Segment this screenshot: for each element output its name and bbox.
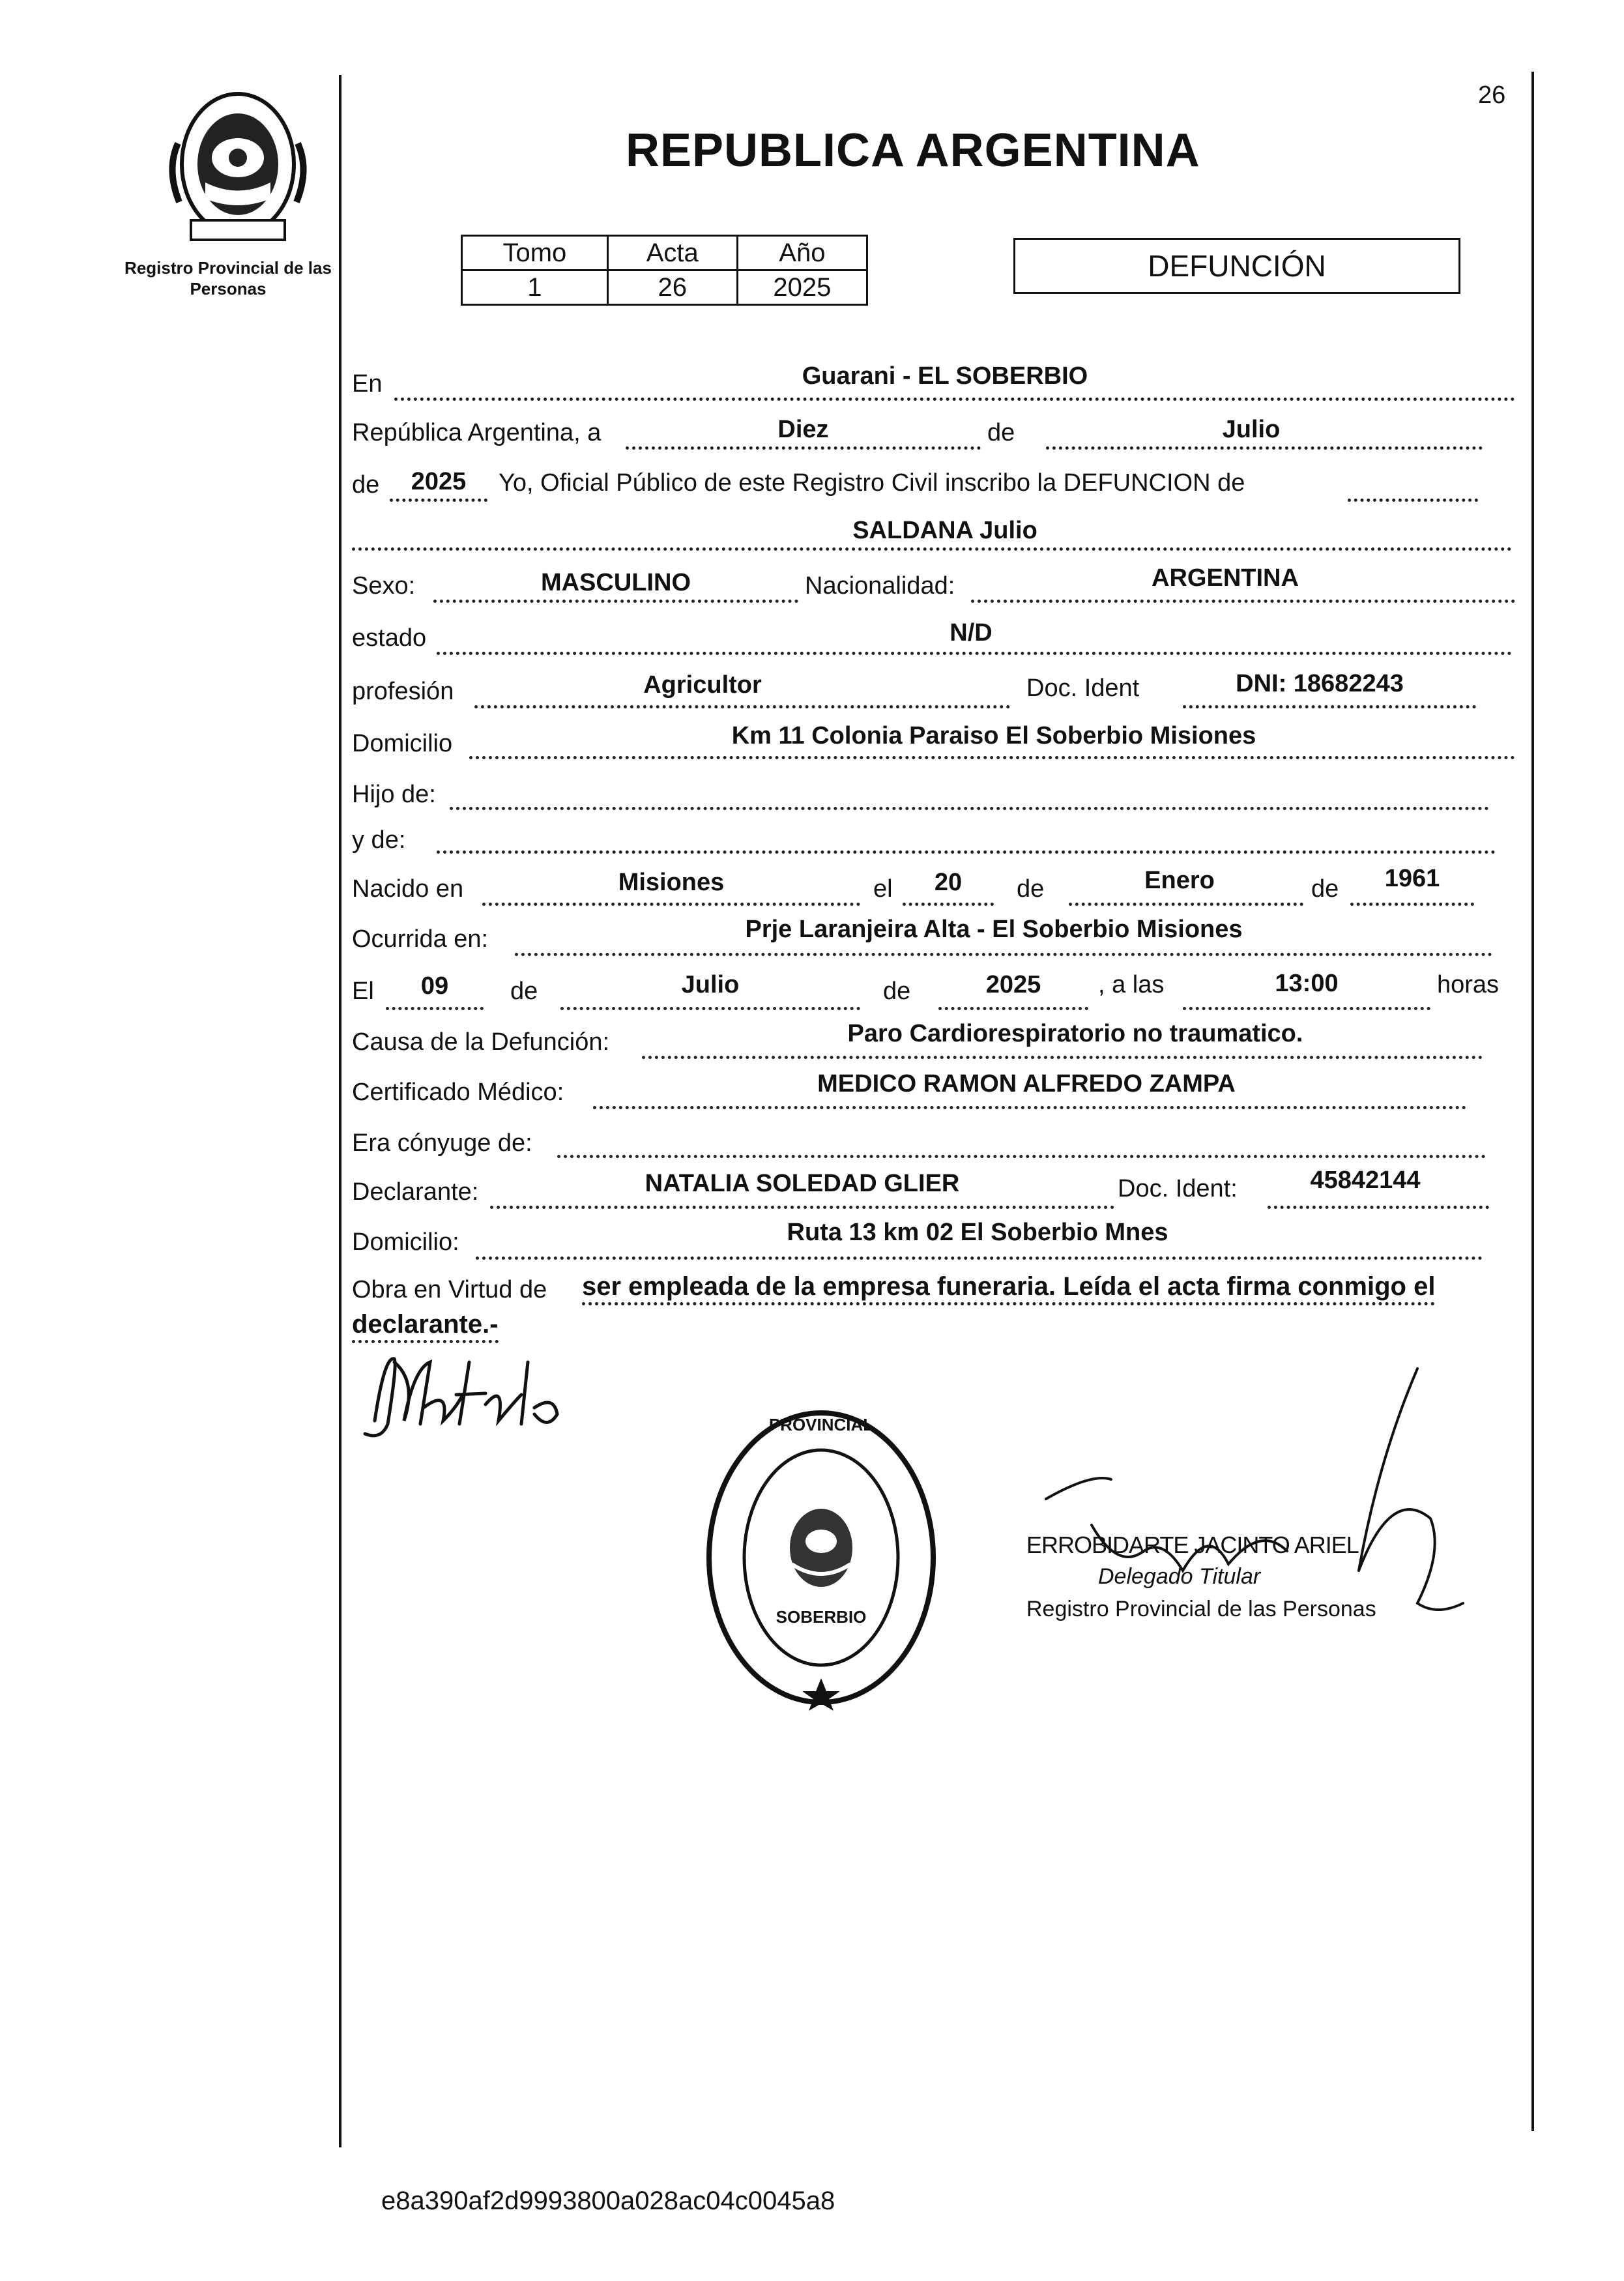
- de-label-6: de: [883, 978, 911, 1005]
- reference-table: [461, 235, 868, 306]
- conyuge-line: [557, 1155, 1486, 1158]
- death-month: Julio: [681, 971, 740, 998]
- en-label: En: [352, 370, 383, 398]
- office-label: Registro Provincial de las Personas: [124, 258, 332, 298]
- anio-value: 2025: [737, 270, 867, 305]
- declarante-line: [490, 1206, 1114, 1209]
- page-title: REPUBLICA ARGENTINA: [626, 124, 1200, 177]
- estado-label: estado: [352, 624, 427, 652]
- causa-line: [642, 1056, 1483, 1059]
- death-time: 13:00: [1275, 970, 1339, 997]
- nacionalidad-line: [971, 600, 1515, 603]
- hijo-line: [450, 807, 1489, 810]
- anio-header: Año: [737, 236, 867, 270]
- nacido-line: [482, 903, 860, 906]
- death-day: 09: [420, 972, 449, 1000]
- de-label-3: de: [1017, 875, 1045, 903]
- decl-doc-label: Doc. Ident:: [1118, 1175, 1238, 1202]
- death-time-line: [1183, 1007, 1430, 1010]
- horas-label: horas: [1437, 971, 1500, 998]
- right-border: [1531, 72, 1534, 2131]
- sexo-value: MASCULINO: [540, 569, 691, 596]
- estado-value: N/D: [950, 619, 993, 647]
- birth-day: 20: [934, 869, 963, 896]
- nacionalidad-label: Nacionalidad:: [805, 572, 955, 600]
- causa-value: Paro Cardiorespiratorio no traumatico.: [847, 1020, 1303, 1047]
- month-line: [1046, 446, 1483, 450]
- de-label-2: de: [352, 471, 380, 499]
- birth-year-line: [1350, 903, 1474, 906]
- nacido-value: Misiones: [618, 869, 725, 896]
- nacionalidad-value: ARGENTINA: [1152, 564, 1299, 592]
- doc-label: Doc. Ident: [1026, 675, 1140, 702]
- record-type-box: DEFUNCIÓN: [1013, 238, 1460, 294]
- hijo-label: Hijo de:: [352, 781, 436, 808]
- profesion-value: Agricultor: [643, 671, 762, 699]
- doc-line: [1183, 705, 1476, 708]
- obra-value-line-2: declarante.-: [352, 1310, 499, 1339]
- El-label: El: [352, 978, 374, 1005]
- birth-day-line: [903, 903, 994, 906]
- alas-label: , a las: [1098, 971, 1165, 998]
- nacido-label: Nacido en: [352, 875, 464, 903]
- day-line: [626, 446, 981, 450]
- en-value: Guarani - EL SOBERBIO: [802, 362, 1088, 390]
- death-year: 2025: [985, 971, 1041, 998]
- yde-label: y de:: [352, 826, 406, 854]
- domicilio-line: [469, 756, 1515, 759]
- inscribo-text: Yo, Oficial Público de este Registro Civil inscribo la DEFUNCION de: [499, 469, 1245, 497]
- el-label: el: [873, 875, 893, 903]
- officer-office: Registro Provincial de las Personas: [1026, 1597, 1376, 1621]
- profesion-line: [474, 705, 1010, 708]
- page-number: 26: [1478, 81, 1506, 109]
- official-seal: [701, 1404, 942, 1711]
- svg-text:SOBERBIO: SOBERBIO: [776, 1607, 867, 1627]
- acta-header: Acta: [607, 236, 737, 270]
- ocurrida-label: Ocurrida en:: [352, 925, 489, 953]
- day-value: Diez: [777, 416, 829, 443]
- conyuge-label: Era cónyuge de:: [352, 1129, 532, 1157]
- officer-signature-scribble: [1013, 1356, 1509, 1629]
- death-month-line: [560, 1007, 860, 1010]
- year-value: 2025: [411, 468, 467, 495]
- yde-line: [437, 850, 1496, 854]
- de-label-1: de: [987, 419, 1015, 446]
- birth-month-line: [1069, 903, 1303, 906]
- tomo-header: Tomo: [462, 236, 608, 270]
- officer-title: Delegado Titular: [1098, 1564, 1261, 1589]
- decl-dom-label: Domicilio:: [352, 1228, 459, 1256]
- domicilio-label: Domicilio: [352, 730, 453, 757]
- name-line: [352, 547, 1512, 551]
- tomo-value: 1: [462, 270, 608, 305]
- domicilio-value: Km 11 Colonia Paraiso El Soberbio Misiones: [731, 722, 1256, 749]
- profesion-label: profesión: [352, 678, 454, 705]
- obra-label: Obra en Virtud de: [352, 1276, 547, 1303]
- declarant-signature: [358, 1343, 573, 1447]
- officer-name: ERROBIDARTE JACINTO ARIEL: [1026, 1532, 1359, 1558]
- inscribo-line: [1348, 499, 1478, 502]
- doc-value: DNI: 18682243: [1236, 670, 1404, 697]
- year-line: [390, 499, 487, 502]
- province-emblem: [160, 85, 316, 248]
- acta-value: 26: [607, 270, 737, 305]
- ocurrida-value: Prje Laranjeira Alta - El Soberbio Misiones: [745, 916, 1243, 943]
- death-year-line: [938, 1007, 1088, 1010]
- svg-text:PROVINCIAL: PROVINCIAL: [768, 1415, 874, 1434]
- declarante-label: Declarante:: [352, 1178, 479, 1206]
- cert-value: MEDICO RAMON ALFREDO ZAMPA: [817, 1070, 1236, 1097]
- birth-month: Enero: [1144, 867, 1215, 894]
- obra-value-line-1: ser empleada de la empresa funeraria. Leída el acta firma conmigo el: [582, 1272, 1435, 1301]
- declarante-value: NATALIA SOLEDAD GLIER: [645, 1170, 960, 1197]
- sexo-label: Sexo:: [352, 572, 416, 600]
- decl-dom-line: [476, 1257, 1483, 1260]
- de-label-5: de: [510, 978, 538, 1005]
- estado-line: [437, 652, 1512, 655]
- decl-doc-line: [1268, 1206, 1489, 1209]
- document-hash: e8a390af2d9993800a028ac04c0045a8: [381, 2187, 835, 2215]
- de-label-4: de: [1311, 875, 1339, 903]
- month-value: Julio: [1222, 416, 1281, 443]
- death-day-line: [386, 1007, 484, 1010]
- cert-line: [593, 1106, 1466, 1109]
- ocurrida-line: [515, 953, 1492, 956]
- birth-year: 1961: [1384, 865, 1440, 892]
- cert-label: Certificado Médico:: [352, 1079, 564, 1106]
- decl-dom-value: Ruta 13 km 02 El Soberbio Mnes: [787, 1219, 1168, 1246]
- en-line: [394, 398, 1515, 401]
- causa-label: Causa de la Defunción:: [352, 1028, 610, 1056]
- rep-label: República Argentina, a: [352, 419, 602, 446]
- sexo-line: [433, 600, 798, 603]
- deceased-name: SALDANA Julio: [852, 517, 1037, 544]
- left-border: [339, 75, 341, 2147]
- decl-doc-value: 45842144: [1310, 1167, 1421, 1194]
